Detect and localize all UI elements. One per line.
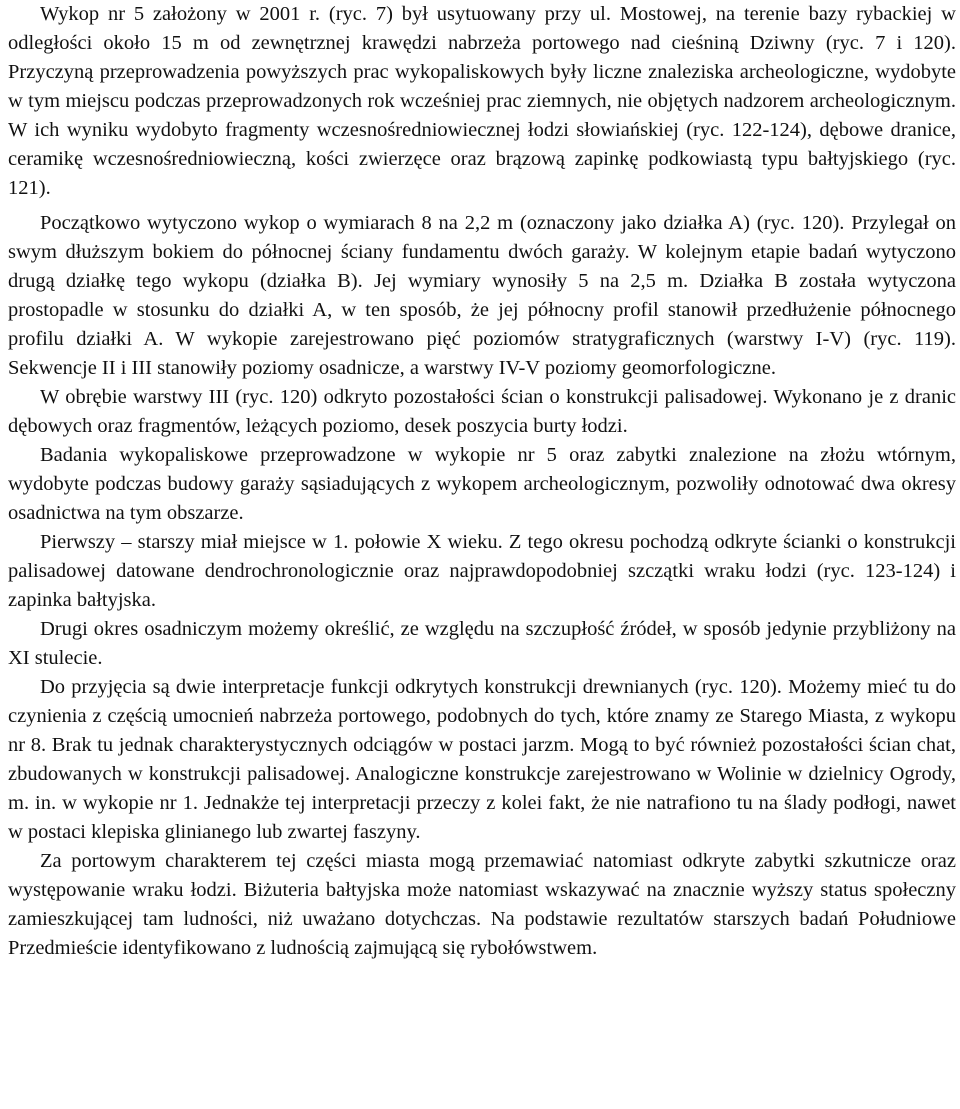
paragraph-7: Do przyjęcia są dwie interpretacje funkcji odkrytych konstrukcji drewnianych (ryc. 120). Możemy mieć tu do czynienia z częścią umocnień nabrzeża portowego, podobnych do tych, które znamy ze Starego Miasta, z wykopu nr 8. Brak tu jednak charakterystycznych odciągów w postaci jarzm. Mogą to być również pozostałości ścian chat, zbudowanych w konstrukcji palisadowej. Analogiczne konstrukcje zarejestrowano w Wolinie w dzielnicy Ogrody, m. in. w wykopie nr 1. Jednakże tej interpretacji przeczy z kolei fakt, że nie natrafiono tu na ślady podłogi, nawet w postaci klepiska glinianego lub zwartej faszyny. xyxy=(8,676,956,843)
paragraph-4: Badania wykopaliskowe przeprowadzone w wykopie nr 5 oraz zabytki znalezione na złożu wtórnym, wydobyte podczas budowy garaży sąsiadujących z wykopem archeologicznym, pozwoliły odnotować dwa okresy osadnictwa na tym obszarze. xyxy=(8,444,956,524)
paragraph-8: Za portowym charakterem tej części miasta mogą przemawiać natomiast odkryte zabytki szkutnicze oraz występowanie wraku łodzi. Biżuteria bałtyjska może natomiast wskazywać na znacznie wyższy status społeczny zamieszkującej tam ludności, niż uważano dotychczas. Na podstawie rezultatów starszych badań Południowe Przedmieście identyfikowano z ludnością zajmującą się rybołówstwem. xyxy=(8,850,956,959)
paragraph-3: W obrębie warstwy III (ryc. 120) odkryto pozostałości ścian o konstrukcji palisadowej. Wykonano je z dranic dębowych oraz fragmentów, leżących poziomo, desek poszycia burty łodzi. xyxy=(8,386,956,437)
paragraph-6: Drugi okres osadniczym możemy określić, ze względu na szczupłość źródeł, w sposób jedynie przybliżony na XI stulecie. xyxy=(8,618,956,669)
paragraph-5: Pierwszy – starszy miał miejsce w 1. połowie X wieku. Z tego okresu pochodzą odkryte ścianki o konstrukcji palisadowej datowane dendrochronologicznie oraz najprawdopodobniej szczątki wraku łodzi (ryc. 123-124) i zapinka bałtyjska. xyxy=(8,531,956,611)
paragraph-2: Początkowo wytyczono wykop o wymiarach 8 na 2,2 m (oznaczony jako działka A) (ryc. 120). Przylegał on swym dłuższym bokiem do północnej ściany fundamentu dwóch garaży. W kolejnym etapie badań wytyczono drugą działkę tego wykopu (działka B). Jej wymiary wynosiły 5 na 2,5 m. Działka B została wytyczona prostopadle w stosunku do działki A, w ten sposób, że jej północny profil stanowił przedłużenie północnego profilu działki A. W wykopie zarejestrowano pięć poziomów stratygraficznych (warstwy I-V) (ryc. 119). Sekwencje II i III stanowiły poziomy osadnicze, a warstwy IV-V poziomy geomorfologiczne. xyxy=(8,212,956,379)
paragraph-1: Wykop nr 5 założony w 2001 r. (ryc. 7) był usytuowany przy ul. Mostowej, na terenie bazy rybackiej w odległości około 15 m od zewnętrznej krawędzi nabrzeża portowego nad cieśniną Dziwny (ryc. 7 i 120). Przyczyną przeprowadzenia powyższych prac wykopaliskowych były liczne znaleziska archeologiczne, wydobyte w tym miejscu podczas przeprowadzonych rok wcześniej prac ziemnych, nie objętych nadzorem archeologicznym. W ich wyniku wydobyto fragmenty wczesnośredniowiecznej łodzi słowiańskiej (ryc. 122-124), dębowe dranice, ceramikę wczesnośredniowieczną, kości zwierzęce oraz brązową zapinkę podkowiastą typu bałtyjskiego (ryc. 121). xyxy=(8,3,956,199)
